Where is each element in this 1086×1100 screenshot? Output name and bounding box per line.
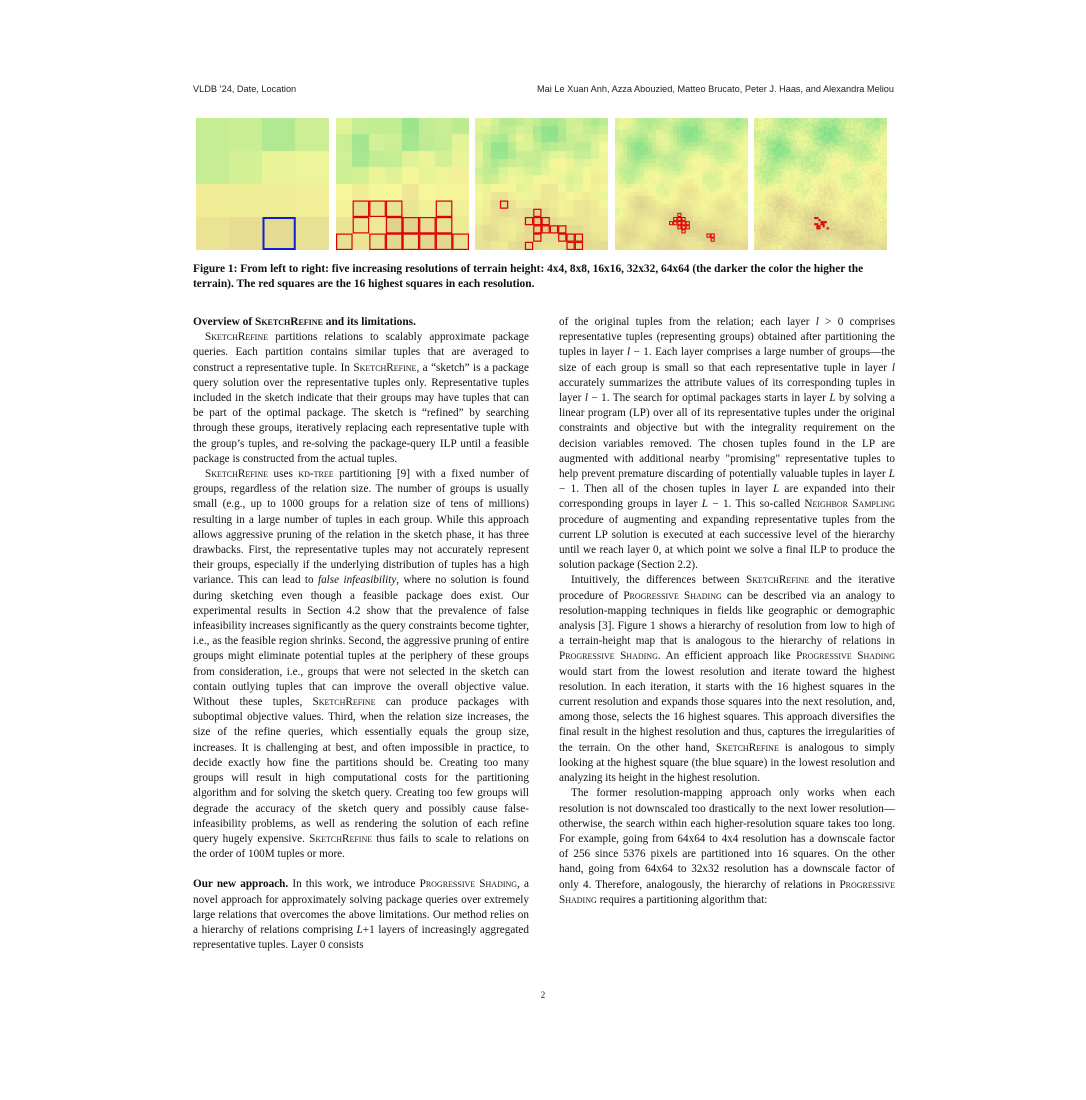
heading-system-name: SketchRefine [255,316,323,328]
italic-term: L [888,468,895,481]
text-run: , a “sketch” is a package query solution over the representative tuples only. Representative tuples included in the sketch indicate that their groups may have tuples that can be part of the optimal package. The sketch is “refined” by searching through these groups, iteratively replacing each representative tuple with the group’s tuples, and re-solving the package-query ILP until a feasible package is constructed from the actual tuples. [193,361,529,465]
highlight-overlay-16x16 [475,118,608,250]
text-run: The former resolution-mapping approach only works when each resolution is not downscaled too drastically to the next lower resolution—otherwise, the search within each higher-resolution square takes too long. For example, going from 64x64 to 4x4 resolution has a downscale factor of 256 since 5376 pixels are partitioned into 16 squares. On the other hand, going from 64x64 to 32x32 resolution has a downscale factor of only 4. Therefore, analogously, the hierarchy of relations in [559,787,895,891]
system-name: Progressive Shading [623,589,722,602]
system-name: Progressive Shading [796,650,895,663]
italic-term: L [701,498,709,511]
highest-square-red [815,218,816,219]
section-heading-overview [193,315,529,330]
highest-square-red [436,201,451,216]
system-name: kd-tree [298,468,334,481]
terrain-panel-64x64 [754,118,887,250]
highest-square-red [821,224,822,225]
system-name: SketchRefine [746,574,810,587]
highest-square-red [550,226,557,233]
highest-square-red [682,218,685,221]
highest-square-red [420,218,435,233]
text-run: would start from the lowest resolution and iterate toward the highest resolution. In each iteration, it starts with the 16 highest squares in the current resolution and expands those squares into the next resolution, and, among those, selects the 16 highest squares. This approach diversifies the final result in the highest resolution and thus, captures the irregularities of the terrain. On the other hand, [559,665,895,754]
figure-caption: Figure 1: From left to right: five increasing resolutions of terrain height: 4x4, 8x8, 16x16, 32x32, 64x64 (the darker the color the higher the terrain). The red squares are the 16 highest squares in each resolution. [193,263,864,290]
italic-term: l [627,346,631,359]
paragraph-new-approach [193,877,529,953]
italic-term: L [356,923,363,936]
highest-square-red [674,222,677,225]
highest-square-red [353,218,368,233]
text-run: and the iterative procedure of [559,574,895,602]
italic-term: l [584,392,588,405]
highest-square-red [436,218,451,233]
page-number: 2 [540,990,546,1000]
highest-square-red [337,234,352,249]
system-name: Progressive Shading [419,878,518,891]
highest-square-red [678,226,681,229]
highest-square-red [525,242,532,249]
highest-square-red [525,218,532,225]
highest-square-red [575,234,582,241]
highest-square-red [386,218,401,233]
text-run: . An efficient approach like [657,650,797,663]
highest-square-red [534,209,541,216]
text-run: procedure of augmenting and expanding representative tuples from the current LP solution is executed at each successive level of the hierarchy until we reach layer 0, at which point we solve a final ILP to produce the solution package (Section 2.2). [559,513,895,572]
figure-1-terrain-resolutions [196,118,888,250]
highest-square-red [678,222,681,225]
system-name: SketchRefine [309,832,373,845]
highest-square-red [817,218,818,219]
highest-square-red [682,222,685,225]
highest-square-red [534,218,541,225]
system-name: SketchRefine [353,361,417,374]
highest-square-red [682,226,685,229]
terrain-panel-32x32 [615,118,748,250]
right-column [559,315,895,908]
highest-square-red [819,228,820,229]
text-run: − 1. Then all of the chosen tuples in layer [559,483,773,496]
highest-square-red [542,226,549,233]
running-header-authors: Mai Le Xuan Anh, Azza Abouzied, Matteo Brucato, Peter J. Haas, and Alexandra Meliou [537,84,894,94]
italic-term: L [829,392,836,405]
highest-square-red [819,220,820,221]
highest-square-red [707,234,710,237]
highest-square-red [678,218,681,221]
system-name: SketchRefine [205,331,269,344]
text-run: can produce packages with suboptimal objective values. Third, when the relation size increases, the size of the refine queries, which essentially equals the group size, increases. It is challenging at best, and often impossible in practice, to decide exactly how fine the partitions should be. Creating too many groups will result in high computational costs for the partitioning algorithm and for solving the sketch query. Creating too few groups will degrade the accuracy of the sketch query and possibly cause false-infeasibility problems, as well as rendering the solution of each refine query hugely expensive. [193,696,529,845]
highest-square-red [817,226,818,227]
highest-square-red [420,234,435,249]
paragraph-layers [559,315,895,573]
highest-square-red [819,226,820,227]
highlight-overlay-4x4 [196,118,329,250]
highest-square-red [534,226,541,233]
text-run: , a novel approach for approximately solving package queries over extremely large relations that overcomes the above limitations. Our method relies on a hierarchy of relations comprising [193,878,529,936]
highest-square-red [370,201,385,216]
terrain-panel-8x8 [336,118,469,250]
system-name: Progressive Shading [559,650,658,663]
text-run: +1 layers of increasingly aggregated representative tuples. Layer 0 consists [193,923,529,952]
highest-square-red [403,234,418,249]
highest-square-red [821,222,822,223]
system-name: SketchRefine [715,741,779,754]
highest-square-red [575,242,582,249]
text-run: , where no solution is found during sketching even though a feasible package does exist. Our experimental results in Section 4.2 show that the prevalence of false infeasibility increases significantly as the query constraints become tighter, i.e., as the feasible region shrinks. Second, the aggressive pruning of entire groups might eliminate potential tuples at the periphery of these groups from consideration, i.e., groups that were not selected in the sketch can contain outlying tuples that can improve the overall objective value. Without these tuples, [193,574,530,709]
highest-square-red [817,228,818,229]
highest-square-red [559,234,566,241]
paragraph-overview-1 [193,330,529,467]
highest-square-red [567,234,574,241]
highest-square-red [815,224,816,225]
highest-square-red [711,238,714,241]
highest-square-red [403,218,418,233]
text-run: uses [268,468,299,481]
terrain-panel-4x4 [196,118,329,250]
text-run: by solving a linear program (LP) over all of its representative tuples under the original constraints and objective but with the integrality requirement on the decision variables removed. The chosen tuples found in the LP are augmented with additional nearby "promising" representative tuples to help prevent premature discarding of potentially valuable tuples in layer [559,392,896,481]
text-run: is analogous to simply looking at the highest square (the blue square) in the lowest resolution and analyzing its height in the highest resolution. [559,741,895,785]
heading-suffix: and its limitations. [322,316,416,328]
highest-square-red [827,228,828,229]
highest-square-red [678,213,681,216]
highest-square-red [501,201,508,208]
highest-square-blue [264,218,295,249]
italic-term: false infeasibility [317,574,397,587]
highlight-overlay-64x64 [754,118,887,250]
highest-square-red [567,242,574,249]
running-header-venue: VLDB ’24, Date, Location [193,84,297,94]
text-run: accurately summarizes the attribute values of its corresponding tuples in layer [559,376,895,405]
text-run: of the original tuples from the relation; each layer [559,316,816,328]
text-run: Intuitively, the differences between [571,574,747,587]
system-name: SketchRefine [312,696,376,709]
highest-square-red [542,218,549,225]
highest-square-red [686,222,689,225]
highest-square-red [370,234,385,249]
heading-prefix: Overview of [193,316,255,328]
paragraph-overview-2 [193,467,529,862]
highlight-overlay-32x32 [615,118,748,250]
italic-term: l [891,361,895,374]
highest-square-red [817,224,818,225]
text-run: are expanded into their corresponding groups in layer [559,483,895,511]
italic-term: L [772,483,780,496]
highest-square-red [674,218,677,221]
text-run: can be described via an analogy to resolution-mapping techniques in fields like geographic or demographic analysis [3]. Figure 1 shows a hierarchy of resolution from low to high of a terrain-height map that is analogous to the hierarchy of relations in [559,589,895,648]
left-column [193,315,529,953]
highlight-overlay-8x8 [336,118,469,250]
highest-square-red [823,226,824,227]
text-run: requires a partitioning algorithm that: [596,893,768,906]
text-run: > 0 comprises representative tuples (representing groups) obtained after partitioning the tuples in layer [559,316,895,359]
highest-square-red [559,226,566,233]
paragraph-intuition [559,573,895,786]
italic-term: l [815,316,819,328]
highest-square-red [670,222,673,225]
text-run: In this work, we introduce [288,878,420,891]
highest-square-red [711,234,714,237]
text-run: partitioning [9] with a fixed number of groups, regardless of the relation size. The number of groups is usually small (e.g., up to 1000 groups for a relation size of tens of millions) resulting in a large number of tuples in each group. While this approach allows aggressive pruning of the relation in the sketch phase, it has three drawbacks. First, the representative tuples may not accurately represent their groups, especially if the underlying distribution of tuples has a high variance. This can lead to [193,468,529,587]
highest-square-red [453,234,468,249]
highest-square-red [436,234,451,249]
system-name: Progressive Shading [559,878,895,906]
highest-square-red [386,201,401,216]
highest-square-red [386,234,401,249]
text-run: − 1. Each layer comprises a large number of groups—the size of each group is small so that each representative tuple in layer [559,346,895,374]
highest-square-red [353,201,368,216]
highest-square-red [825,222,826,223]
system-name: Neighbor Sampling [804,498,895,511]
run-in-heading: Our new approach. [193,878,289,891]
text-run: − 1. This so-called [708,498,805,511]
highest-square-red [534,234,541,241]
highest-square-red [686,226,689,229]
text-run: thus fails to scale to relations on the order of 100M tuples or more. [193,832,529,861]
text-run: − 1. The search for optimal packages starts in layer [587,392,830,405]
terrain-panel-16x16 [475,118,608,250]
highest-square-red [823,224,824,225]
text-run: partitions relations to scalably approximate package queries. Each partition contains similar tuples that are averaged to construct a representative tuple. In [193,331,529,374]
paragraph-resolution-mapping [559,786,895,908]
highest-square-red [682,230,685,233]
highest-square-red [823,222,824,223]
system-name: SketchRefine [205,468,269,481]
